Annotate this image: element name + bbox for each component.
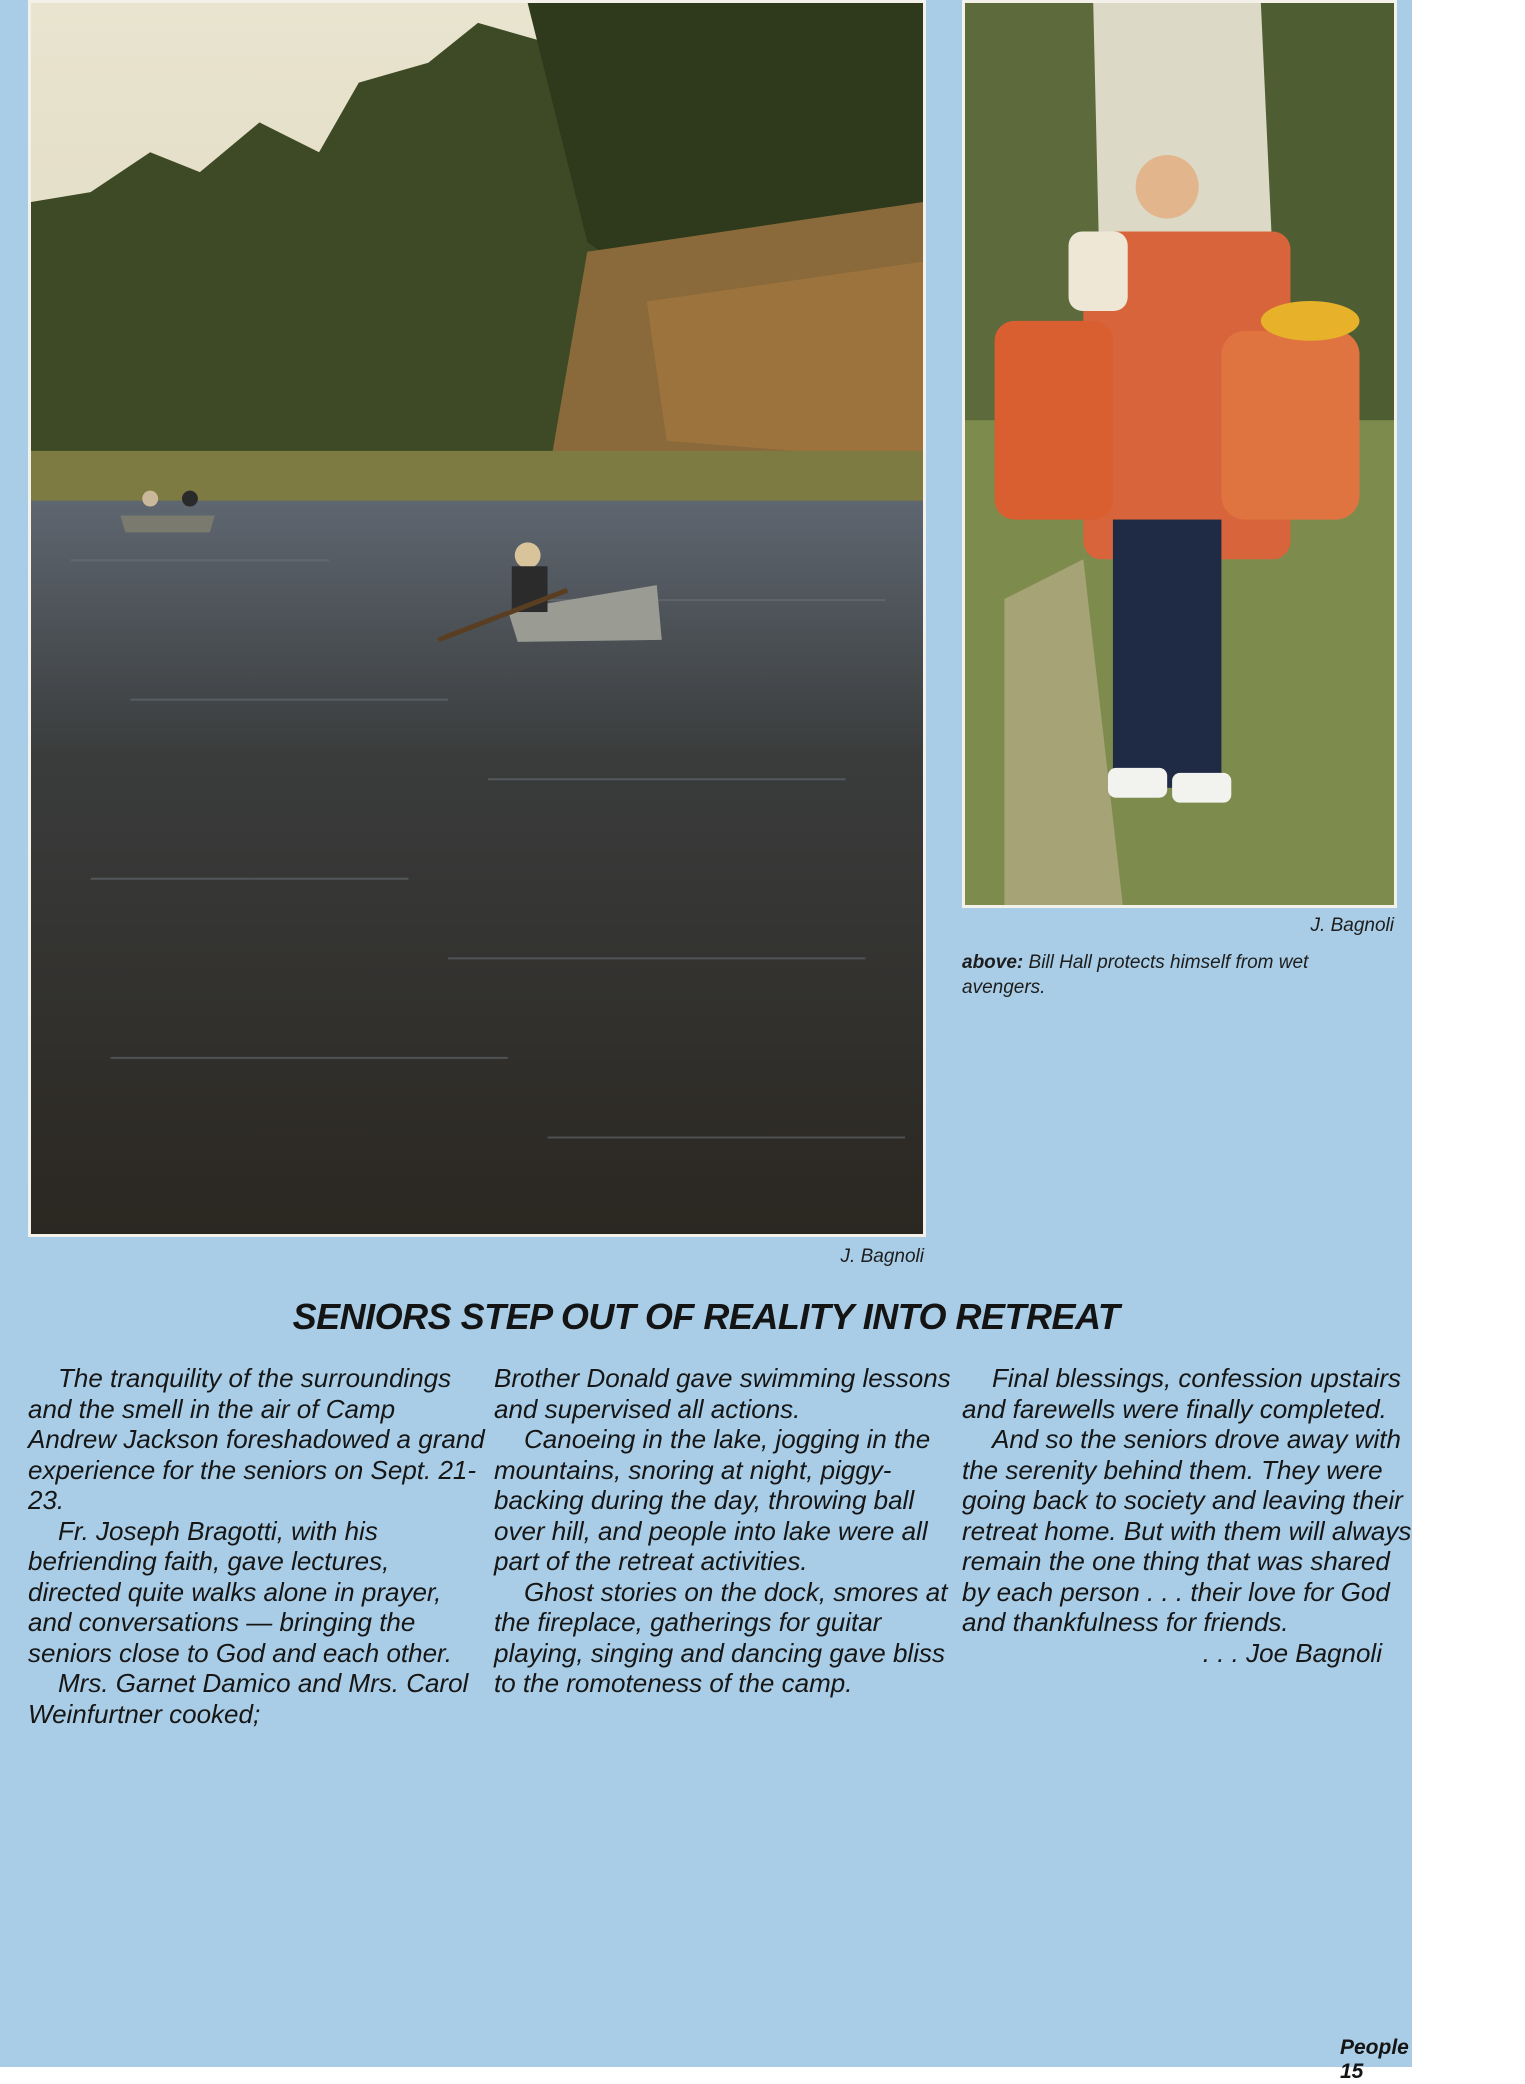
lake-photo-credit: J. Bagnoli	[840, 1246, 924, 1267]
paragraph: Final blessings, confession upstairs and farewells were finally completed.	[962, 1363, 1401, 1424]
paragraph: Fr. Joseph Bragotti, with his befriending faith, gave lectures, directed quite walks alone in prayer, and conversations — bringing the seniors close to God and each other.	[28, 1515, 452, 1668]
article-column-2	[494, 1363, 954, 1699]
caption-lead: above:	[962, 952, 1024, 973]
page-folio: People 15	[1340, 2036, 1409, 2083]
lake-canoe-photo	[28, 0, 926, 1237]
paragraph: Ghost stories on the dock, smores at the fireplace, gatherings for guitar playing, singing and dancing gave bliss to the romoteness of the camp.	[494, 1576, 948, 1698]
caption-text: Bill Hall protects himself from wet avengers.	[962, 952, 1309, 998]
boy-photo-credit: J. Bagnoli	[1310, 915, 1394, 936]
paragraph: The tranquility of the surroundings and the smell in the air of Camp Andrew Jackson foreshadowed a grand experience for the seniors on Sept. 21-23.	[28, 1363, 485, 1515]
page-margin	[1412, 0, 1525, 2067]
article-column-3	[962, 1363, 1422, 1668]
paragraph: Canoeing in the lake, jogging in the mountains, snoring at night, piggy-backing during the day, throwing ball over hill, and people into lake were all part of the retreat activities.	[494, 1424, 931, 1576]
paragraph: And so the seniors drove away with the serenity behind them. They were going back to society and leaving their retreat home. But with them will always remain the one thing that was shared by each person . . . their love for God and thankfulness for friends.	[962, 1424, 1412, 1637]
life-jackets-photo	[962, 0, 1397, 908]
paragraph: Mrs. Garnet Damico and Mrs. Carol Weinfurtner cooked;	[28, 1668, 469, 1729]
paragraph: Brother Donald gave swimming lessons and supervised all actions.	[494, 1363, 951, 1424]
author-signoff: . . . Joe Bagnoli	[1202, 1637, 1382, 1668]
article-headline: SENIORS STEP OUT OF REALITY INTO RETREAT	[292, 1296, 1120, 1337]
article-column-1	[28, 1363, 488, 1729]
photo-caption	[962, 950, 1362, 1000]
